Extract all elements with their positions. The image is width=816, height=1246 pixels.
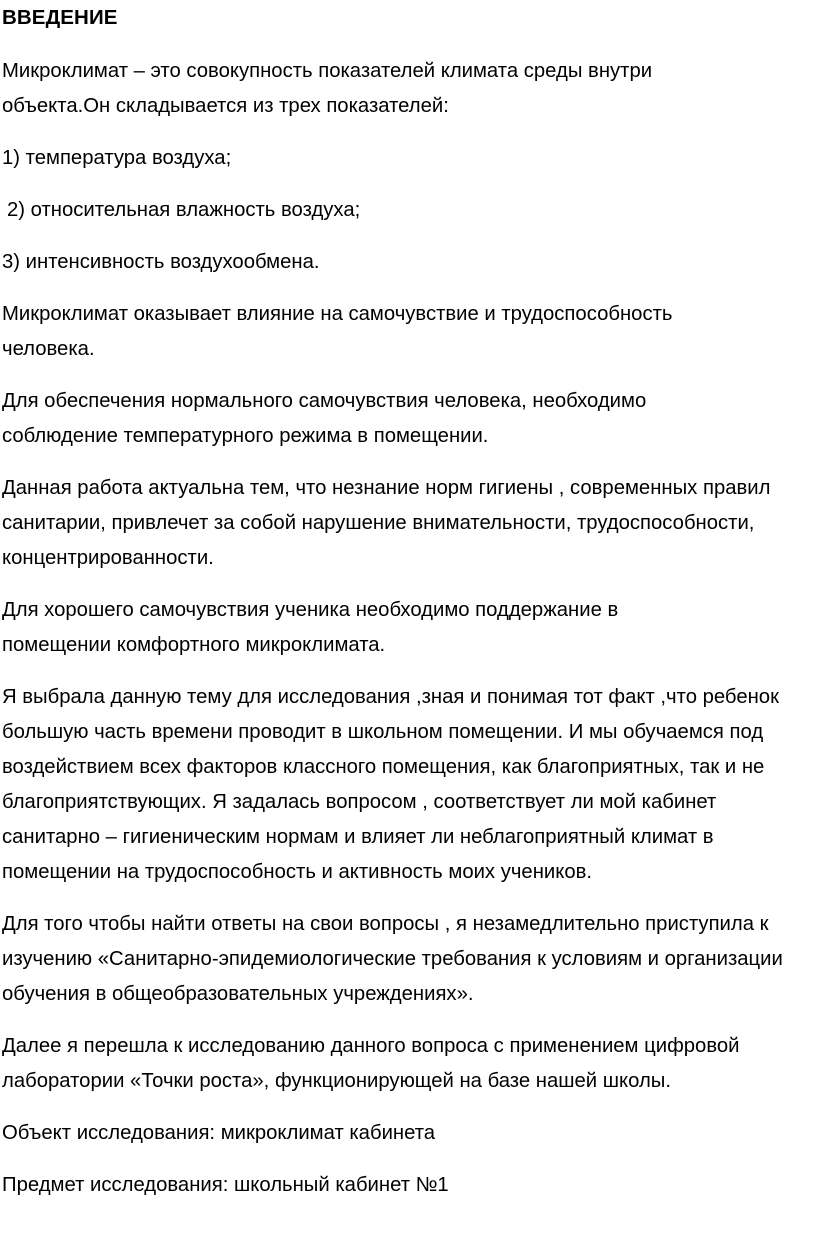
paragraph-definition: Микроклимат – это совокупность показателей климата среды внутри объекта.Он складывается из трех показателей: — [2, 60, 653, 117]
paragraph-relevance: Данная работа актуальна тем, что незнание норм гигиены , современных правил санитарии, привлечет за собой нарушение внимательности, трудоспособности, концентрированности. — [2, 477, 771, 569]
paragraph-comfort: Для хорошего самочувствия ученика необходимо поддержание в помещении комфортного микроклимата. — [2, 599, 619, 656]
paragraph-requirements: Для того чтобы найти ответы на свои вопросы , я незамедлительно приступила к изучению «Санитарно-эпидемиологические требования к условиям и организации обучения в общеобразовательных учреждениях». — [2, 913, 783, 1005]
paragraph-temperature: Для обеспечения нормального самочувствия человека, необходимо соблюдение температурного режима в помещении. — [2, 390, 647, 447]
list-item-2: 2) относительная влажность воздуха; — [7, 199, 361, 221]
paragraph-influence: Микроклимат оказывает влияние на самочувствие и трудоспособность человека. — [2, 303, 673, 360]
list-item-3: 3) интенсивность воздухообмена. — [2, 251, 320, 273]
list-item-1: 1) температура воздуха; — [2, 147, 232, 169]
research-subject: Предмет исследования: школьный кабинет №1 — [2, 1174, 449, 1196]
page-title: ВВЕДЕНИЕ — [2, 6, 118, 29]
research-object: Объект исследования: микроклимат кабинета — [2, 1122, 436, 1144]
paragraph-digital-lab: Далее я перешла к исследованию данного вопроса с применением цифровой лаборатории «Точки роста», функционирующей на базе нашей школы. — [2, 1035, 740, 1092]
paragraph-topic-choice: Я выбрала данную тему для исследования ,зная и понимая тот факт ,что ребенок большую часть времени проводит в школьном помещении. И мы обучаемся под воздействием всех факторов классного помещения, как благоприятных, так и не благоприятствующих. Я задалась вопросом , соответствует ли мой кабинет санитарно – гигиеническим нормам и влияет ли неблагоприятный климат в помещении на трудоспособность и активность моих учеников. — [2, 686, 779, 883]
